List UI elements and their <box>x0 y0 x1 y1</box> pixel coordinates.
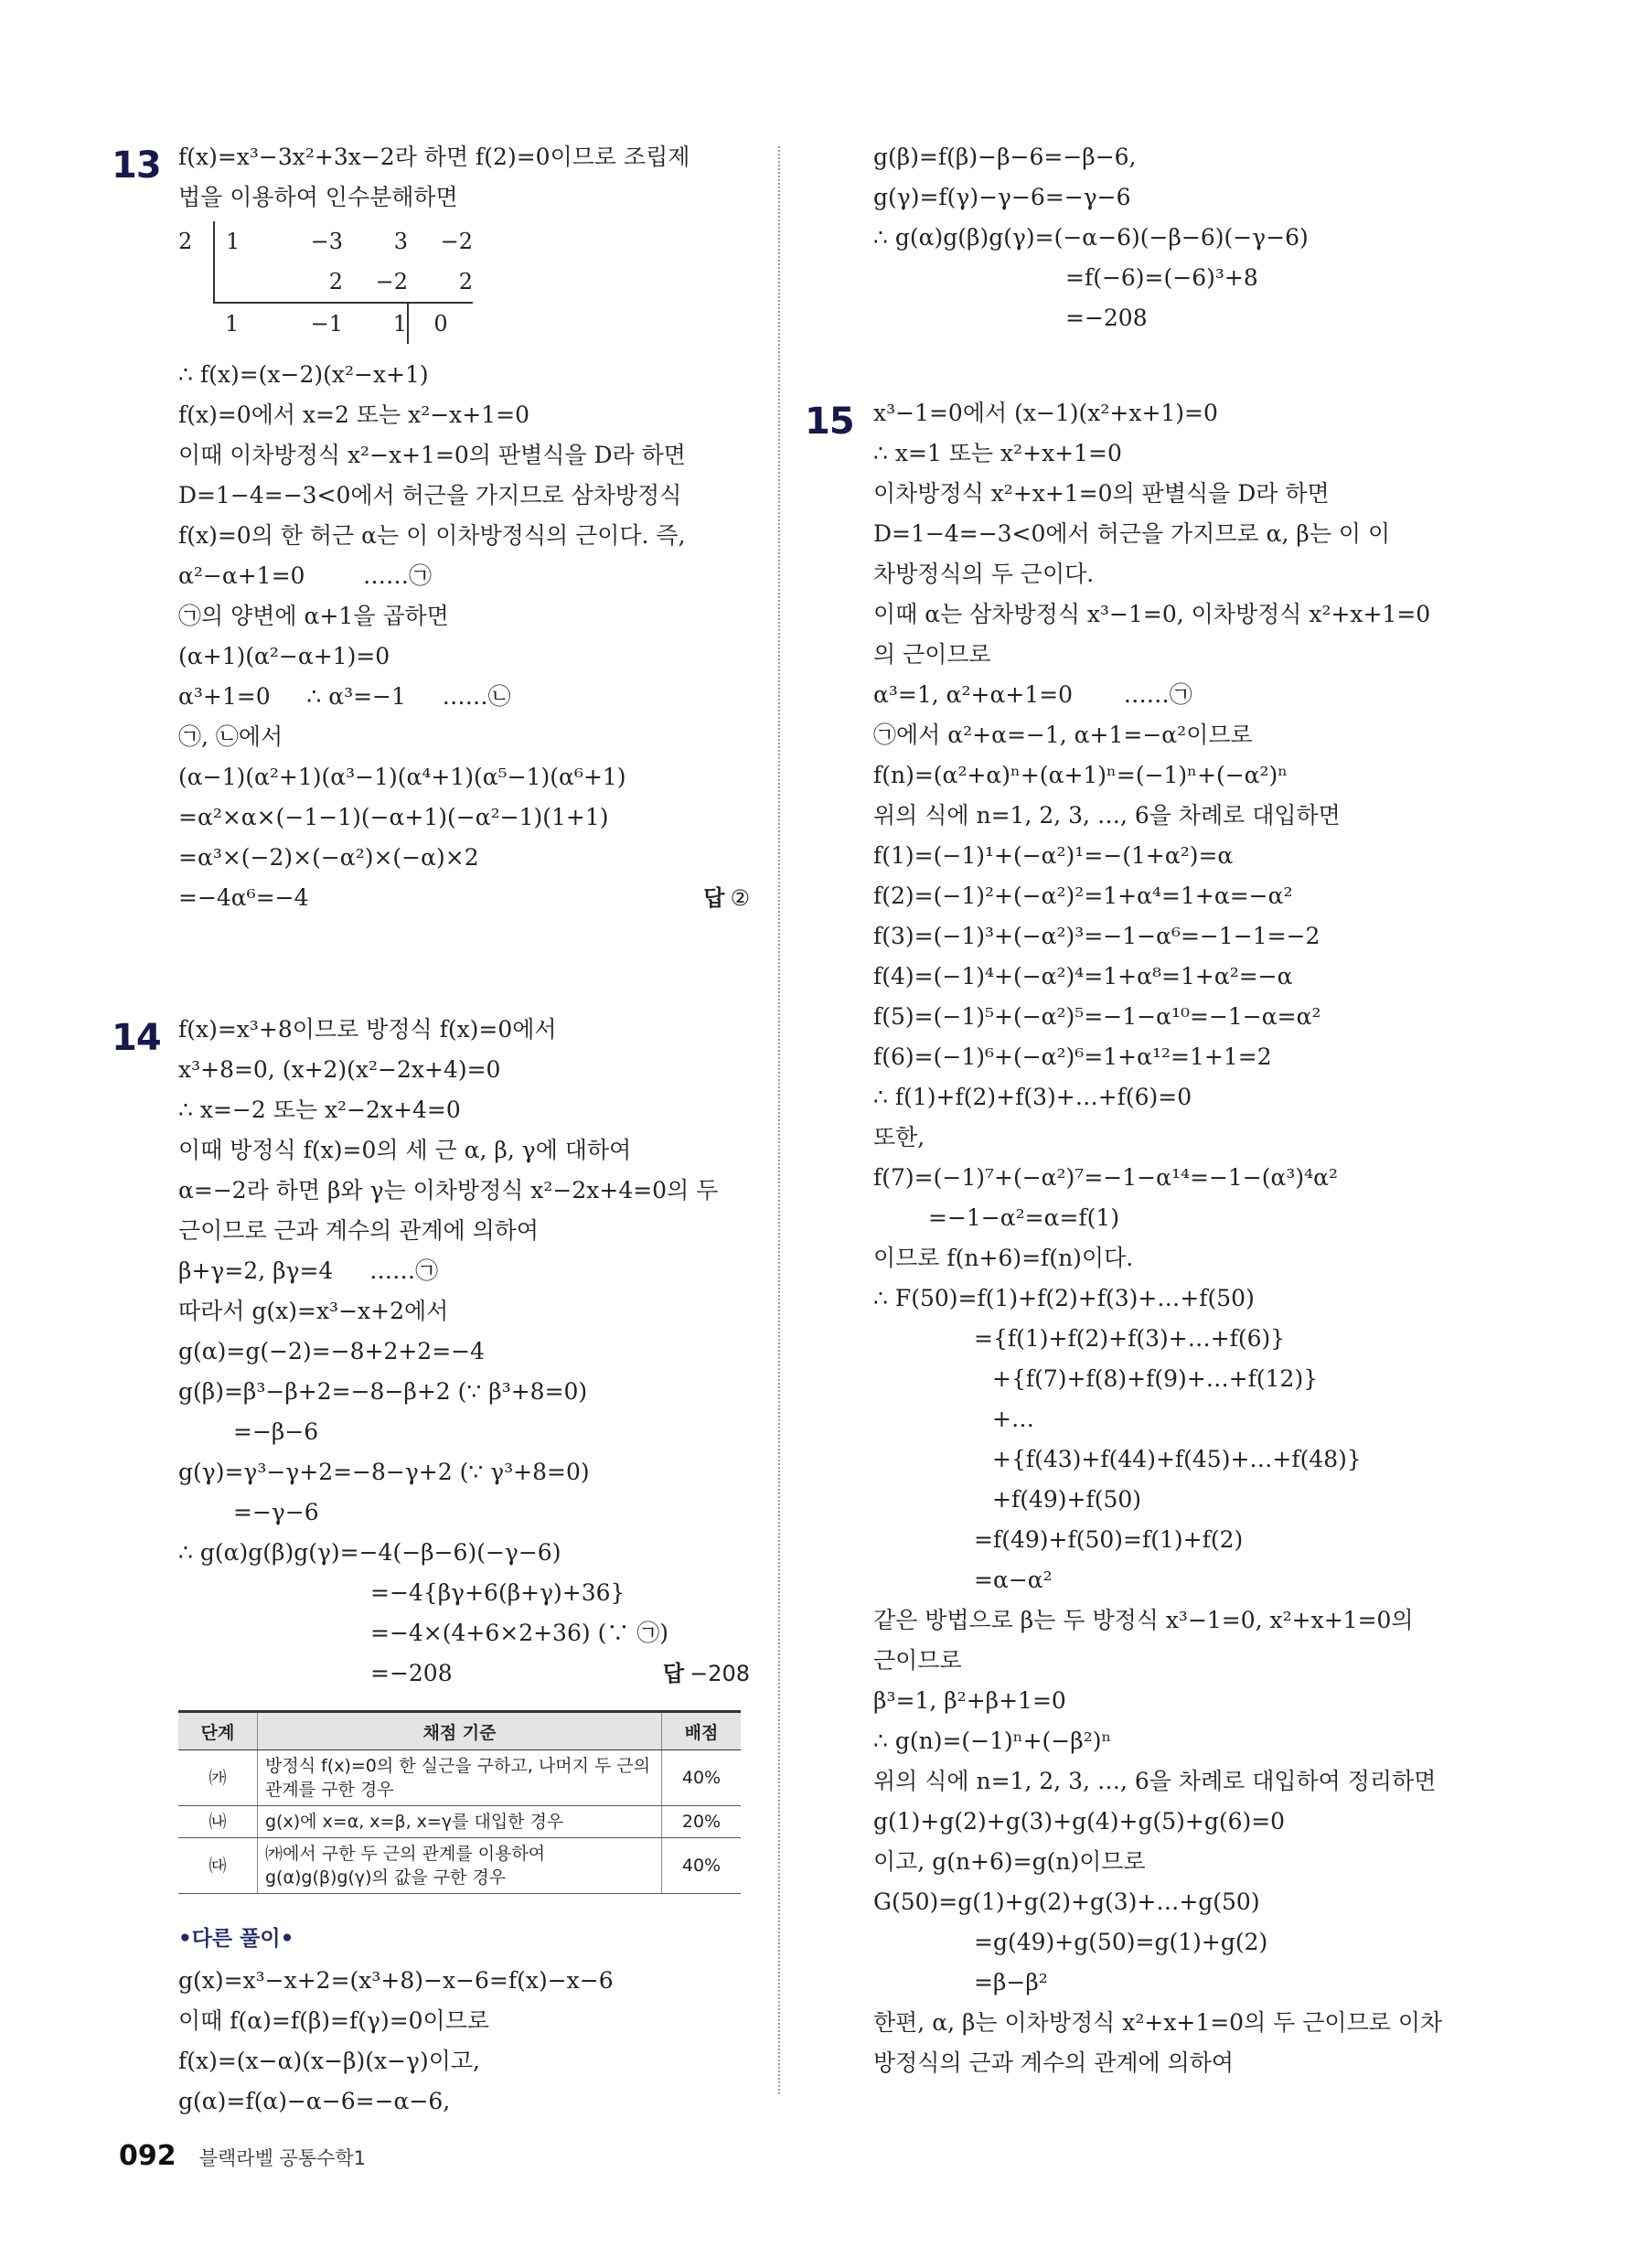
grading-header-criteria: 채점 기준 <box>258 1712 662 1750</box>
solution-line: g(γ)=γ³−γ+2=−8−γ+2 (∵ γ³+8=0) <box>178 1459 590 1485</box>
solution-line: D=1−4=−3<0에서 허근을 가지므로 삼차방정식 <box>178 482 682 508</box>
solution-line: α³=1, α²+α+1=0 ……㉠ <box>873 681 1192 708</box>
solution-line: α²−α+1=0 ……㉠ <box>178 562 433 589</box>
solution-line: f(1)=(−1)¹+(−α²)¹=−(1+α²)=α <box>873 842 1234 869</box>
grading-row <box>178 1750 741 1806</box>
solution-line: f(x)=x³+8이므로 방정식 f(x)=0에서 <box>178 1016 557 1043</box>
synth-cell: −2 <box>440 229 473 254</box>
solution-line: 이때 방정식 f(x)=0의 세 근 α, β, γ에 대하여 <box>178 1137 632 1163</box>
solution-line: g(α)=g(−2)=−8+2+2=−4 <box>178 1338 486 1364</box>
solution-line: =−4α⁶=−4 <box>178 884 309 911</box>
solution-line: α³+1=0 ∴ α³=−1 ……㉡ <box>178 683 511 710</box>
solution-line: 한편, α, β는 이차방정식 x²+x+1=0의 두 근이므로 이차 <box>873 2009 1443 2036</box>
grading-points: 20% <box>662 1806 742 1838</box>
grading-criteria: ㈎에서 구한 두 근의 관계를 이용하여 g(α)g(β)g(γ)의 값을 구한 경우 <box>258 1838 662 1894</box>
solution-line: =f(49)+f(50)=f(1)+f(2) <box>974 1526 1244 1553</box>
answer-value: ② <box>730 885 750 911</box>
solution-line: 근이므로 근과 계수의 관계에 의하여 <box>178 1217 540 1244</box>
synthetic-division <box>178 221 750 344</box>
solution-line: 같은 방법으로 β는 두 방정식 x³−1=0, x²+x+1=0의 <box>873 1607 1414 1633</box>
grading-row <box>178 1838 741 1894</box>
solution-line: 의 근이므로 <box>873 641 991 668</box>
answer-label: 답 <box>662 1661 685 1686</box>
synth-cell <box>214 262 279 303</box>
solution-line: =−γ−6 <box>233 1499 319 1525</box>
solution-line: β³=1, β²+β+1=0 <box>873 1687 1066 1714</box>
solution-line: =f(−6)=(−6)³+8 <box>1065 264 1258 291</box>
solution-line: g(γ)=f(γ)−γ−6=−γ−6 <box>873 184 1131 210</box>
problem-14-continued <box>873 137 1445 338</box>
solution-line: β+γ=2, βγ=4 ……㉠ <box>178 1257 439 1284</box>
solution-line: x³+8=0, (x+2)(x²−2x+4)=0 <box>178 1056 501 1083</box>
solution-line: 차방정식의 두 근이다. <box>873 561 1095 587</box>
solution-line: ∴ x=−2 또는 x²−2x+4=0 <box>178 1097 461 1123</box>
solution-lines <box>873 137 1445 338</box>
solution-line: x³−1=0에서 (x−1)(x²+x+1)=0 <box>873 400 1218 426</box>
solution-line: ∴ F(50)=f(1)+f(2)+f(3)+…+f(50) <box>873 1285 1255 1311</box>
solution-line: f(x)=0의 한 허근 α는 이 이차방정식의 근이다. 즉, <box>178 522 686 549</box>
solution-line: =−208 <box>370 1660 453 1686</box>
solution-line: 법을 이용하여 인수분해하면 <box>178 184 458 210</box>
grading-step: ㈏ <box>178 1806 258 1838</box>
solution-line: g(α)=f(α)−α−6=−α−6, <box>178 2088 451 2114</box>
answer-label: 답 <box>703 885 725 911</box>
solution-line: 또한, <box>873 1124 925 1150</box>
solution-line: (α−1)(α²+1)(α³−1)(α⁴+1)(α⁵−1)(α⁶+1) <box>178 764 626 790</box>
solution-line: =−1−α²=α=f(1) <box>928 1204 1120 1231</box>
solution-body <box>873 393 1445 2083</box>
solution-line: ∴ f(x)=(x−2)(x²−x+1) <box>178 361 429 388</box>
solution-line: f(7)=(−1)⁷+(−α²)⁷=−1−α¹⁴=−1−(α³)⁴α² <box>873 1164 1339 1191</box>
book-title: 블랙라벨 공통수학1 <box>198 2147 367 2169</box>
solution-line: (α+1)(α²−α+1)=0 <box>178 643 390 669</box>
alternative-solution-title: •다른 풀이• <box>178 1927 294 1951</box>
solution-line: α=−2라 하면 β와 γ는 이차방정식 x²−2x+4=0의 두 <box>178 1177 719 1204</box>
solution-line: 이때 α는 삼차방정식 x³−1=0, 이차방정식 x²+x+1=0 <box>873 601 1431 627</box>
answer <box>703 878 750 918</box>
solution-line: ∴ g(α)g(β)g(γ)=(−α−6)(−β−6)(−γ−6) <box>873 224 1309 251</box>
grading-step: ㈐ <box>178 1838 258 1894</box>
answer <box>663 1653 750 1694</box>
grading-criteria: g(x)에 x=α, x=β, x=γ를 대입한 경우 <box>258 1806 662 1838</box>
right-column <box>805 137 1445 2083</box>
synth-cell: 1 <box>343 303 408 344</box>
solution-line: f(x)=x³−3x²+3x−2라 하면 f(2)=0이므로 조립제 <box>178 144 690 170</box>
grading-header-points: 배점 <box>662 1712 742 1750</box>
solution-line: =β−β² <box>974 1969 1048 1995</box>
solution-line: +… <box>992 1406 1034 1432</box>
solution-line: =−4{βγ+6(β+γ)+36} <box>370 1579 625 1606</box>
grading-points: 40% <box>662 1838 742 1894</box>
synth-remainder: 0 <box>408 303 473 344</box>
grading-step: ㈎ <box>178 1750 258 1806</box>
solution-line: f(6)=(−1)⁶+(−α²)⁶=1+α¹²=1+1=2 <box>873 1043 1272 1070</box>
solution-line: 방정식의 근과 계수의 관계에 의하여 <box>873 2049 1235 2076</box>
synth-cell: −3 <box>310 229 343 254</box>
solution-line: f(2)=(−1)²+(−α²)²=1+α⁴=1+α=−α² <box>873 883 1293 909</box>
synth-cell: −2 <box>375 269 408 294</box>
answer-value: −208 <box>690 1661 750 1686</box>
problem-15 <box>805 393 1445 2083</box>
synth-cell: 2 <box>328 269 343 294</box>
solution-line: g(β)=β³−β+2=−8−β+2 (∵ β³+8=0) <box>178 1378 588 1405</box>
synth-cell: −1 <box>279 303 343 344</box>
solution-line: D=1−4=−3<0에서 허근을 가지므로 α, β는 이 이 <box>873 520 1391 547</box>
solution-line: +{f(7)+f(8)+f(9)+…+f(12)} <box>992 1365 1319 1392</box>
divisor: 2 <box>178 229 193 254</box>
solution-line: 이때 f(α)=f(β)=f(γ)=0이므로 <box>178 2007 490 2034</box>
solution-line: g(1)+g(2)+g(3)+g(4)+g(5)+g(6)=0 <box>873 1808 1286 1835</box>
solution-line: f(x)=(x−α)(x−β)(x−γ)이고, <box>178 2048 480 2074</box>
problem-14 <box>112 1010 750 2122</box>
solution-line: 이므로 f(n+6)=f(n)이다. <box>873 1245 1134 1271</box>
solution-line: ㉠에서 α²+α=−1, α+1=−α²이므로 <box>873 722 1253 748</box>
solution-line: 이고, g(n+6)=g(n)이므로 <box>873 1848 1146 1875</box>
solution-line: +{f(43)+f(44)+f(45)+…+f(48)} <box>992 1446 1362 1472</box>
solution-line: =g(49)+g(50)=g(1)+g(2) <box>974 1929 1268 1955</box>
solution-line: ㉠의 양변에 α+1을 곱하면 <box>178 603 449 629</box>
solution-line: =α−α² <box>974 1567 1053 1593</box>
solution-line: ∴ g(n)=(−1)ⁿ+(−β²)ⁿ <box>873 1728 1112 1754</box>
solution-line: =−208 <box>1065 305 1148 331</box>
solution-line: +f(49)+f(50) <box>992 1486 1142 1513</box>
solution-line: =−4×(4+6×2+36) (∵ ㉠) <box>370 1620 669 1646</box>
problem-number: 14 <box>112 1017 161 1059</box>
page-footer <box>119 2140 366 2172</box>
solution-line: f(5)=(−1)⁵+(−α²)⁵=−1−α¹⁰=−1−α=α² <box>873 1003 1321 1030</box>
solution-line: =α³×(−2)×(−α²)×(−α)×2 <box>178 844 479 871</box>
solution-lines <box>873 393 1445 2083</box>
grading-table <box>178 1710 741 1894</box>
synth-cell: 2 <box>458 269 473 294</box>
synth-cell: 3 <box>393 229 408 254</box>
solution-line: 이때 이차방정식 x²−x+1=0의 판별식을 D라 하면 <box>178 442 686 468</box>
solution-lines <box>178 1010 750 1653</box>
solution-line: f(4)=(−1)⁴+(−α²)⁴=1+α⁸=1+α²=−α <box>873 963 1293 990</box>
synth-cell: 1 <box>214 303 279 344</box>
column-divider <box>778 146 780 2094</box>
solution-line: ∴ g(α)g(β)g(γ)=−4(−β−6)(−γ−6) <box>178 1539 561 1566</box>
problem-number: 13 <box>112 144 161 187</box>
solution-line: 이차방정식 x²+x+1=0의 판별식을 D라 하면 <box>873 480 1330 507</box>
grading-header-step: 단계 <box>178 1712 258 1750</box>
solution-line: 따라서 g(x)=x³−x+2에서 <box>178 1298 449 1324</box>
solution-line: g(β)=f(β)−β−6=−β−6, <box>873 144 1137 170</box>
grading-criteria: 방정식 f(x)=0의 한 실근을 구하고, 나머지 두 근의 관계를 구한 경우 <box>258 1750 662 1806</box>
page-number: 092 <box>119 2140 176 2172</box>
solution-line: =−β−6 <box>233 1418 319 1445</box>
solution-line-final <box>178 1653 750 1694</box>
solution-line: f(n)=(α²+α)ⁿ+(α+1)ⁿ=(−1)ⁿ+(−α²)ⁿ <box>873 762 1288 788</box>
solution-line: f(x)=0에서 x=2 또는 x²−x+1=0 <box>178 401 529 428</box>
left-column <box>112 137 750 2122</box>
solution-line: ={f(1)+f(2)+f(3)+…+f(6)} <box>974 1325 1286 1352</box>
solution-line: =α²×α×(−1−1)(−α+1)(−α²−1)(1+1) <box>178 804 609 830</box>
solution-line: f(3)=(−1)³+(−α²)³=−1−α⁶=−1−1=−2 <box>873 923 1320 949</box>
solution-line: G(50)=g(1)+g(2)+g(3)+…+g(50) <box>873 1888 1260 1915</box>
solution-line: 근이므로 <box>873 1647 962 1674</box>
synth-cell: 1 <box>214 221 279 262</box>
solution-line: g(x)=x³−x+2=(x³+8)−x−6=f(x)−x−6 <box>178 1967 614 1994</box>
problem-number: 15 <box>805 401 854 443</box>
solution-line: 위의 식에 n=1, 2, 3, …, 6을 차례로 대입하여 정리하면 <box>873 1768 1437 1794</box>
grading-row <box>178 1806 741 1838</box>
solution-body <box>178 1010 750 2122</box>
solution-line-final <box>178 878 750 918</box>
solution-body <box>178 137 750 918</box>
grading-points: 40% <box>662 1750 742 1806</box>
solution-line: ∴ f(1)+f(2)+f(3)+…+f(6)=0 <box>873 1084 1192 1110</box>
solution-line: ∴ x=1 또는 x²+x+1=0 <box>873 440 1122 466</box>
problem-13 <box>112 137 750 918</box>
solution-line: ㉠, ㉡에서 <box>178 723 283 750</box>
solution-line: 위의 식에 n=1, 2, 3, …, 6을 차례로 대입하면 <box>873 802 1341 829</box>
